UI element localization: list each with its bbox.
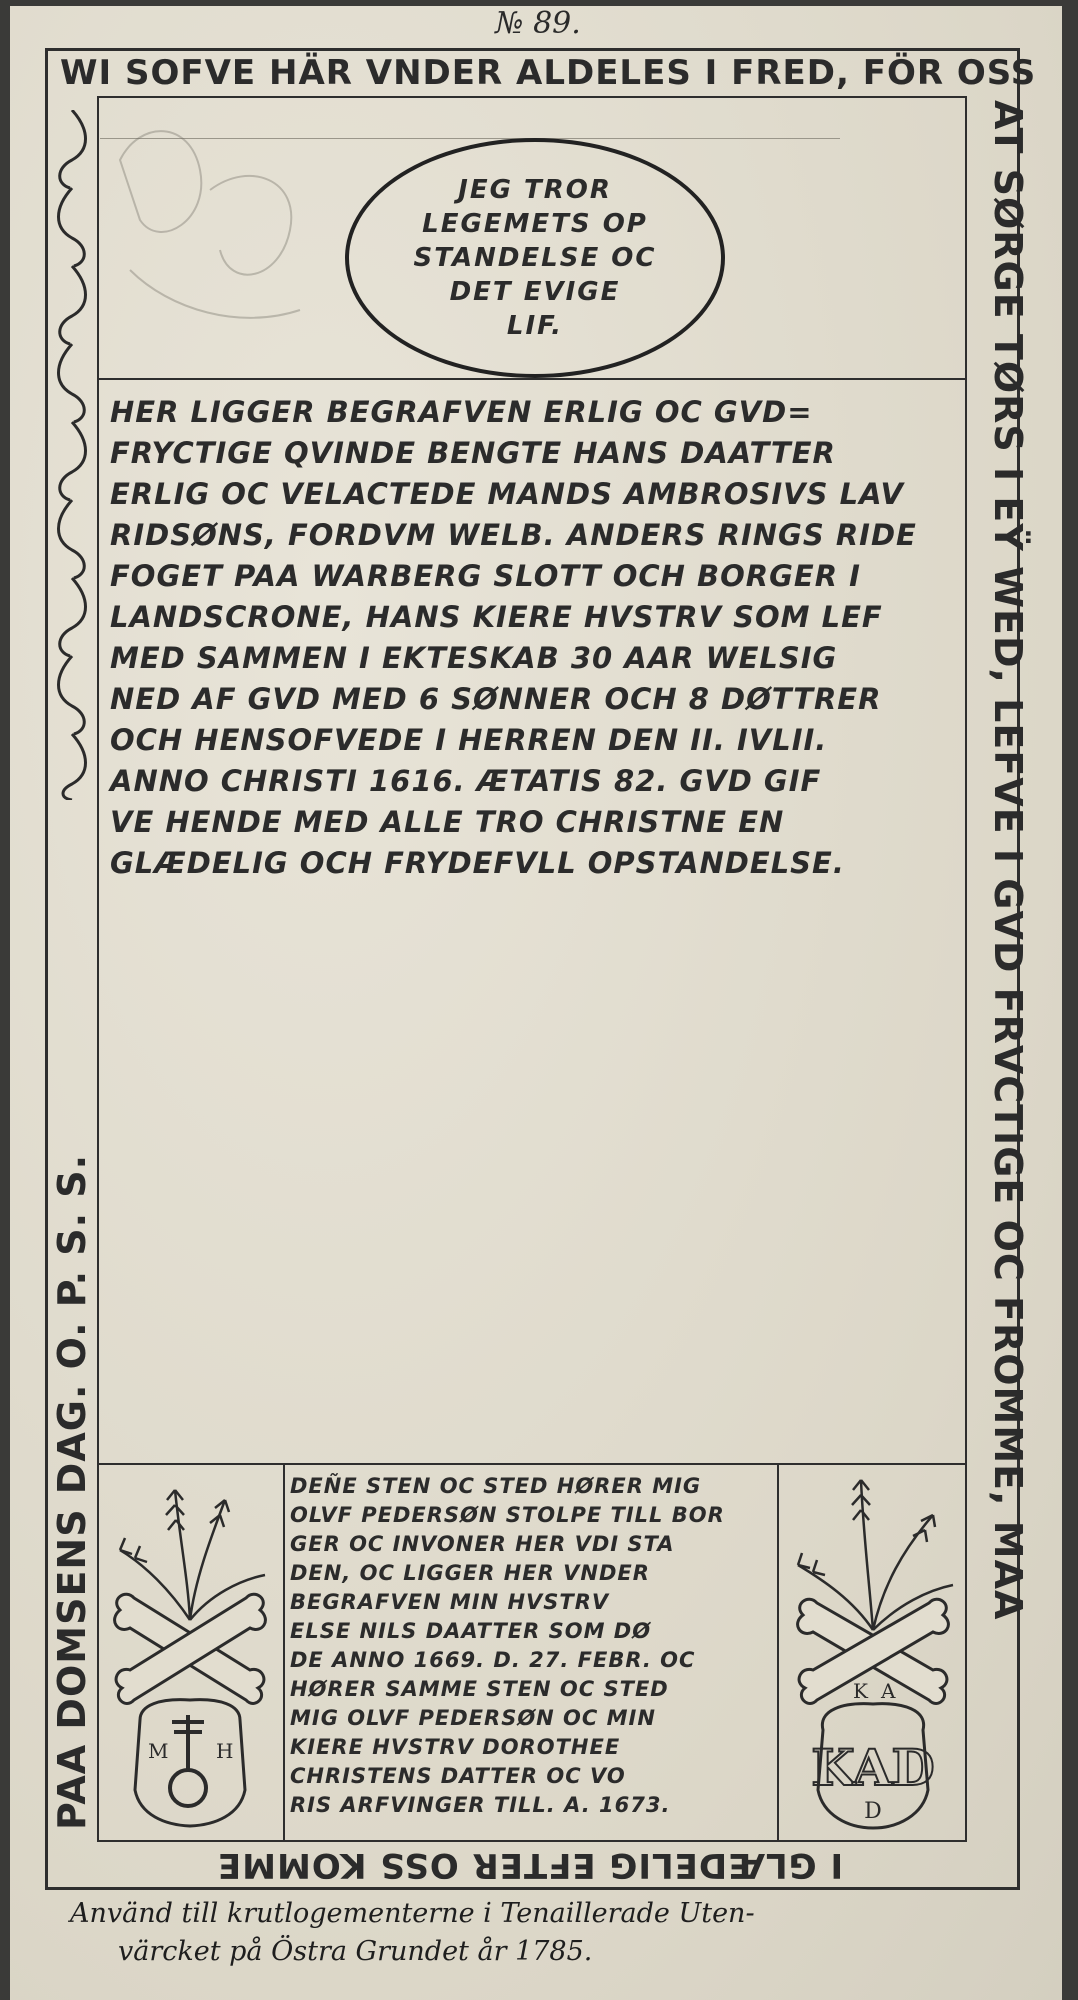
inscription-line: BEGRAFVEN MIN HVSTRV bbox=[290, 1590, 610, 1614]
oval-line: LIF. bbox=[506, 311, 564, 341]
left-emblem bbox=[100, 1470, 280, 1838]
handwritten-note-line2: värcket på Östra Grundet år 1785. bbox=[118, 1936, 593, 1967]
inscription-line: ELSE NILS DAATTER SOM DØ bbox=[290, 1619, 652, 1643]
border-bottom-text: I GLÆDELIG EFTER OSS KOMME bbox=[216, 1845, 844, 1885]
inscription-line: FOGET PAA WARBERG SLOTT OCH BORGER I bbox=[110, 559, 861, 593]
inscription-line: NED AF GVD MED 6 SØNNER OCH 8 DØTTRER bbox=[110, 682, 882, 716]
inscription-line: LANDSCRONE, HANS KIERE HVSTRV SOM LEF bbox=[110, 600, 883, 634]
second-inscription bbox=[290, 1472, 776, 1820]
border-top-text: WI SOFVE HÄR VNDER ALDELES I FRED, FÖR OSS bbox=[60, 53, 1037, 93]
oval-line: JEG TROR bbox=[458, 175, 612, 205]
monogram: KAD bbox=[811, 1738, 935, 1797]
inscription-line: FRYCTIGE QVINDE BENGTE HANS DAATTER bbox=[110, 436, 836, 470]
emblem-letter: D bbox=[864, 1799, 882, 1824]
oval-line: LEGEMETS OP bbox=[422, 209, 648, 239]
inscription-line: MIG OLVF PEDERSØN OC MIN bbox=[290, 1706, 656, 1730]
faint-sketch bbox=[100, 100, 360, 370]
inscription-line: DEÑE STEN OC STED HØRER MIG bbox=[290, 1474, 702, 1498]
handwritten-note-line1: Använd till krutlogementerne i Tenaillerade Uten- bbox=[70, 1898, 755, 1929]
inscription-line: CHRISTENS DATTER OC VO bbox=[290, 1764, 626, 1788]
sheet-number: № 89. bbox=[495, 6, 581, 41]
oval-line: STANDELSE OC bbox=[413, 243, 657, 273]
emblem-letter: A bbox=[881, 1679, 896, 1703]
border-left-text: PAA DOMSENS DAG. O. P. S. S. bbox=[50, 1153, 94, 1830]
creed-oval bbox=[345, 138, 725, 378]
inscription-line: MED SAMMEN I EKTESKAB 30 AAR WELSIG bbox=[110, 641, 838, 675]
emblem-letter: K bbox=[853, 1679, 868, 1703]
oval-line: DET EVIGE bbox=[449, 277, 621, 307]
emblem-letter: H bbox=[216, 1739, 234, 1763]
inscription-line: RIDSØNS, FORDVM WELB. ANDERS RINGS RIDE bbox=[110, 518, 917, 552]
inscription-line: HØRER SAMME STEN OC STED bbox=[290, 1677, 669, 1701]
inscription-line: OLVF PEDERSØN STOLPE TILL BOR bbox=[290, 1503, 725, 1527]
inscription-line: GLÆDELIG OCH FRYDEFVLL OPSTANDELSE. bbox=[110, 846, 845, 880]
emblem-letter: M bbox=[148, 1739, 169, 1763]
inscription-line: OCH HENSOFVEDE I HERREN DEN II. IVLII. bbox=[110, 723, 828, 757]
inscription-line: KIERE HVSTRV DOROTHEE bbox=[290, 1735, 621, 1759]
scroll-ornament bbox=[50, 110, 94, 800]
inscription-line: DEN, OC LIGGER HER VNDER bbox=[290, 1561, 650, 1585]
right-emblem bbox=[783, 1470, 963, 1838]
inscription-line: VE HENDE MED ALLE TRO CHRISTNE EN bbox=[110, 805, 785, 839]
main-inscription bbox=[110, 392, 960, 884]
inscription-line: RIS ARFVINGER TILL. A. 1673. bbox=[290, 1793, 671, 1817]
inscription-line: GER OC INVONER HER VDI STA bbox=[290, 1532, 675, 1556]
inscription-line: ERLIG OC VELACTEDE MANDS AMBROSIVS LAV bbox=[110, 477, 904, 511]
inscription-line: DE ANNO 1669. D. 27. FEBR. OC bbox=[290, 1648, 696, 1672]
inscription-line: HER LIGGER BEGRAFVEN ERLIG OC GVD= bbox=[110, 395, 813, 429]
border-right-text: AT SØRGE TØRS I EŸ WED, LEFVE I GVD FRVCTIGE OC FROMME, MAA bbox=[986, 100, 1030, 1621]
crossed-bones-icon bbox=[798, 1599, 949, 1703]
inscription-line: ANNO CHRISTI 1616. ÆTATIS 82. GVD GIF bbox=[110, 764, 822, 798]
